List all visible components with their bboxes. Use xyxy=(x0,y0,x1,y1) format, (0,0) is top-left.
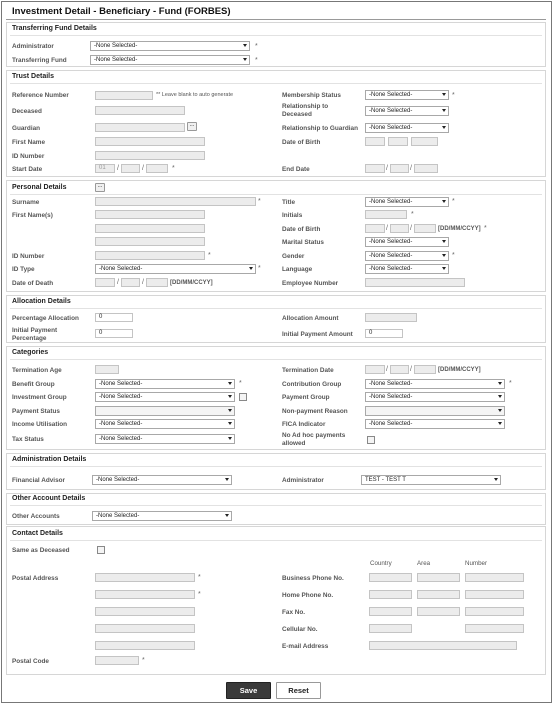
chevron-down-icon xyxy=(243,58,247,61)
required-marker: * xyxy=(452,252,455,259)
section-heading: Trust Details xyxy=(12,73,55,80)
chevron-down-icon xyxy=(442,200,446,203)
field-label: Same as Deceased xyxy=(12,547,70,554)
field-label: Gender xyxy=(282,253,305,260)
percentage-allocation-input[interactable]: 0 xyxy=(95,313,133,322)
reference-hint: ** Leave blank to auto generate xyxy=(156,92,234,98)
field-label: Percentage Allocation xyxy=(12,315,79,322)
trust-details-section xyxy=(6,70,546,177)
end-year-input[interactable] xyxy=(414,164,438,173)
fica-indicator-select[interactable]: -None Selected- xyxy=(365,419,505,429)
chevron-down-icon xyxy=(225,478,229,481)
dod-day-input[interactable] xyxy=(95,278,115,287)
required-marker: * xyxy=(484,225,487,232)
first-name-3-input[interactable] xyxy=(95,237,205,246)
field-label: Benefit Group xyxy=(12,381,55,388)
income-utilisation-select[interactable]: -None Selected- xyxy=(95,419,235,429)
termination-month-input[interactable] xyxy=(390,365,409,374)
section-heading: Personal Details xyxy=(12,184,67,191)
dod-year-input[interactable] xyxy=(146,278,168,287)
field-label: Business Phone No. xyxy=(282,575,344,582)
title-select[interactable]: -None Selected- xyxy=(365,197,449,207)
required-marker: * xyxy=(452,198,455,205)
chevron-down-icon xyxy=(442,109,446,112)
cellular-number-input[interactable] xyxy=(465,624,524,633)
employee-number-input[interactable] xyxy=(365,278,465,287)
nonpayment-reason-select[interactable] xyxy=(365,406,505,416)
field-label: Date of Birth xyxy=(282,139,321,146)
field-label: Postal Code xyxy=(12,658,49,665)
surname-input[interactable] xyxy=(95,197,256,206)
field-label: Initials xyxy=(282,212,303,219)
transferring-administrator-select[interactable]: -None Selected- xyxy=(90,41,250,51)
required-marker: * xyxy=(198,591,201,598)
field-label: Income Utilisation xyxy=(12,421,68,428)
required-marker: * xyxy=(411,211,414,218)
first-name-2-input[interactable] xyxy=(95,224,205,233)
trust-dob-day-input[interactable] xyxy=(365,137,385,146)
field-label: Guardian xyxy=(12,125,41,132)
payment-group-select[interactable]: -None Selected- xyxy=(365,392,505,402)
field-label: End Date xyxy=(282,166,310,173)
administration-administrator-select[interactable]: TEST - TEST T xyxy=(361,475,501,485)
payment-status-select[interactable] xyxy=(95,406,235,416)
language-select[interactable]: -None Selected- xyxy=(365,264,449,274)
chevron-down-icon xyxy=(228,409,232,412)
home-country-input[interactable] xyxy=(369,590,412,599)
field-label: Initial Payment Percentage xyxy=(12,327,58,342)
column-header: Number xyxy=(465,560,488,567)
field-label: Employee Number xyxy=(282,280,339,287)
field-label: Membership Status xyxy=(282,92,341,99)
first-name-1-input[interactable] xyxy=(95,210,205,219)
field-label: Transferring Fund xyxy=(12,57,67,64)
contact-details-section xyxy=(6,526,546,675)
tax-status-select[interactable]: -None Selected- xyxy=(95,434,235,444)
initial-payment-percentage-input[interactable]: 0 xyxy=(95,329,133,338)
chevron-down-icon xyxy=(494,478,498,481)
chevron-down-icon xyxy=(228,437,232,440)
required-marker: * xyxy=(208,252,211,259)
chevron-down-icon xyxy=(498,395,502,398)
id-type-select[interactable]: -None Selected- xyxy=(95,264,256,274)
field-label: Administrator xyxy=(282,477,324,484)
postal-code-input[interactable] xyxy=(95,656,139,665)
start-year-input[interactable] xyxy=(146,164,168,173)
date-separator: / xyxy=(117,279,119,286)
section-heading: Contact Details xyxy=(12,530,63,537)
date-separator: / xyxy=(386,165,388,172)
divider xyxy=(10,35,542,36)
field-label: Title xyxy=(282,199,296,206)
field-label: Deceased xyxy=(12,108,42,115)
termination-year-input[interactable] xyxy=(414,365,436,374)
field-label: Marital Status xyxy=(282,239,324,246)
field-label: Start Date xyxy=(12,166,43,173)
chevron-down-icon xyxy=(442,240,446,243)
personal-dob-day-input[interactable] xyxy=(365,224,385,233)
field-label: ID Number xyxy=(12,153,45,160)
trust-dob-year-input[interactable] xyxy=(411,137,438,146)
postal-address-line-3[interactable] xyxy=(95,607,195,616)
field-label: Date of Birth xyxy=(282,226,321,233)
investment-group-checkbox[interactable] xyxy=(239,393,247,401)
termination-age-input[interactable] xyxy=(95,365,119,374)
divider xyxy=(10,540,542,541)
field-label: Investment Group xyxy=(12,394,67,401)
contribution-group-select[interactable]: -None Selected- xyxy=(365,379,505,389)
reset-button[interactable]: Reset xyxy=(276,682,321,699)
field-label: ID Type xyxy=(12,266,35,273)
home-area-input[interactable] xyxy=(417,590,460,599)
personal-expand-button[interactable]: ... xyxy=(95,183,105,192)
required-marker: * xyxy=(509,380,512,387)
title-divider xyxy=(6,19,546,20)
field-label: Date of Death xyxy=(12,280,54,287)
section-heading: Categories xyxy=(12,349,49,356)
postal-address-line-5[interactable] xyxy=(95,641,195,650)
marital-status-select[interactable]: -None Selected- xyxy=(365,237,449,247)
field-label: ID Number xyxy=(12,253,45,260)
fax-area-input[interactable] xyxy=(417,607,460,616)
divider xyxy=(10,194,542,195)
date-separator: / xyxy=(386,366,388,373)
business-area-input[interactable] xyxy=(417,573,460,582)
field-label: FICA Indicator xyxy=(282,421,326,428)
field-label: Contribution Group xyxy=(282,381,342,388)
termination-day-input[interactable] xyxy=(365,365,385,374)
required-marker: * xyxy=(255,57,258,64)
first-name-input[interactable] xyxy=(95,137,205,146)
guardian-lookup-button[interactable]: ... xyxy=(187,122,197,131)
dod-month-input[interactable] xyxy=(121,278,140,287)
date-format-hint: [DD/MM/CCYY] xyxy=(170,280,213,286)
home-number-input[interactable] xyxy=(465,590,524,599)
cellular-country-input[interactable] xyxy=(369,624,412,633)
required-marker: * xyxy=(452,92,455,99)
start-month-input[interactable] xyxy=(121,164,140,173)
same-as-deceased-checkbox[interactable] xyxy=(97,546,105,554)
personal-details-section xyxy=(6,180,546,292)
fax-number-input[interactable] xyxy=(465,607,524,616)
chevron-down-icon xyxy=(442,254,446,257)
benefit-group-select[interactable]: -None Selected- xyxy=(95,379,235,389)
chevron-down-icon xyxy=(442,267,446,270)
chevron-down-icon xyxy=(225,514,229,517)
column-header: Area xyxy=(417,560,431,567)
chevron-down-icon xyxy=(228,395,232,398)
field-label: Postal Address xyxy=(12,575,59,582)
field-label: Relationship to Deceased xyxy=(282,103,329,118)
other-accounts-select[interactable]: -None Selected- xyxy=(92,511,232,521)
relationship-guardian-select[interactable]: -None Selected- xyxy=(365,123,449,133)
field-label: Termination Age xyxy=(12,367,62,374)
field-label: Surname xyxy=(12,199,40,206)
field-label: Cellular No. xyxy=(282,626,318,633)
postal-address-line-4[interactable] xyxy=(95,624,195,633)
page-title: Investment Detail - Beneficiary - Fund (FORBES) xyxy=(12,6,231,17)
chevron-down-icon xyxy=(249,267,253,270)
chevron-down-icon xyxy=(498,409,502,412)
date-separator: / xyxy=(142,165,144,172)
id-number-input[interactable] xyxy=(95,151,205,160)
section-heading: Allocation Details xyxy=(12,298,71,305)
column-header: Country xyxy=(370,560,392,567)
transferring-fund-select[interactable]: -None Selected- xyxy=(90,55,250,65)
divider xyxy=(10,505,542,506)
required-marker: * xyxy=(172,165,175,172)
personal-id-number-input[interactable] xyxy=(95,251,205,260)
initial-payment-amount-input[interactable]: 0 xyxy=(365,329,403,338)
field-label: Reference Number xyxy=(12,92,69,99)
divider xyxy=(10,466,542,467)
field-label: E-mail Address xyxy=(282,643,329,650)
required-marker: * xyxy=(239,380,242,387)
business-number-input[interactable] xyxy=(465,573,524,582)
start-day-input[interactable]: 01 xyxy=(95,164,115,173)
membership-status-select[interactable]: -None Selected- xyxy=(365,90,449,100)
field-label: Relationship to Guardian xyxy=(282,125,358,132)
postal-address-line-1[interactable] xyxy=(95,573,195,582)
financial-advisor-select[interactable]: -None Selected- xyxy=(92,475,232,485)
allocation-amount-input[interactable] xyxy=(365,313,417,322)
section-heading: Other Account Details xyxy=(12,495,86,502)
date-separator: / xyxy=(386,225,388,232)
save-button[interactable]: Save xyxy=(226,682,271,699)
end-month-input[interactable] xyxy=(390,164,409,173)
relationship-deceased-select[interactable]: -None Selected- xyxy=(365,106,449,116)
date-separator: / xyxy=(410,165,412,172)
chevron-down-icon xyxy=(442,126,446,129)
date-separator: / xyxy=(142,279,144,286)
field-label: Termination Date xyxy=(282,367,334,374)
chevron-down-icon xyxy=(228,422,232,425)
divider xyxy=(10,83,542,84)
postal-address-line-2[interactable] xyxy=(95,590,195,599)
personal-dob-year-input[interactable] xyxy=(414,224,436,233)
reference-number-input[interactable] xyxy=(95,91,153,100)
other-accounts-section xyxy=(6,493,546,525)
allocation-details-section xyxy=(6,295,546,343)
field-label: Financial Advisor xyxy=(12,477,66,484)
field-label: Administrator xyxy=(12,43,54,50)
investment-group-select[interactable]: -None Selected- xyxy=(95,392,235,402)
divider xyxy=(10,308,542,309)
field-label: Fax No. xyxy=(282,609,306,616)
deceased-input[interactable] xyxy=(95,106,185,115)
field-label: Payment Status xyxy=(12,408,60,415)
divider xyxy=(10,359,542,360)
chevron-down-icon xyxy=(243,44,247,47)
required-marker: * xyxy=(142,657,145,664)
trust-dob-month-input[interactable] xyxy=(388,137,408,146)
date-separator: / xyxy=(410,366,412,373)
field-label: Initial Payment Amount xyxy=(282,331,353,338)
field-label: Language xyxy=(282,266,313,273)
chevron-down-icon xyxy=(498,422,502,425)
end-day-input[interactable] xyxy=(365,164,385,173)
field-label: Payment Group xyxy=(282,394,330,401)
field-label: Tax Status xyxy=(12,436,44,443)
field-label: First Name xyxy=(12,139,46,146)
field-label: First Name(s) xyxy=(12,212,53,219)
chevron-down-icon xyxy=(498,382,502,385)
required-marker: * xyxy=(258,265,261,272)
required-marker: * xyxy=(258,198,261,205)
section-heading: Administration Details xyxy=(12,456,87,463)
chevron-down-icon xyxy=(228,382,232,385)
field-label: Non-payment Reason xyxy=(282,408,348,415)
field-label: No Ad hoc payments allowed xyxy=(282,432,346,447)
business-country-input[interactable] xyxy=(369,573,412,582)
initials-input[interactable] xyxy=(365,210,407,219)
guardian-input[interactable] xyxy=(95,123,185,132)
date-separator: / xyxy=(117,165,119,172)
required-marker: * xyxy=(255,43,258,50)
email-address-input[interactable] xyxy=(369,641,517,650)
date-separator: / xyxy=(410,225,412,232)
required-marker: * xyxy=(198,574,201,581)
field-label: Other Accounts xyxy=(12,513,60,520)
date-format-hint: [DD/MM/CCYY] xyxy=(438,226,481,232)
no-adhoc-payments-checkbox[interactable] xyxy=(367,436,375,444)
field-label: Home Phone No. xyxy=(282,592,334,599)
fax-country-input[interactable] xyxy=(369,607,412,616)
gender-select[interactable]: -None Selected- xyxy=(365,251,449,261)
section-heading: Transferring Fund Details xyxy=(12,25,97,32)
chevron-down-icon xyxy=(442,93,446,96)
field-label: Allocation Amount xyxy=(282,315,339,322)
date-format-hint: [DD/MM/CCYY] xyxy=(438,367,481,373)
personal-dob-month-input[interactable] xyxy=(390,224,409,233)
